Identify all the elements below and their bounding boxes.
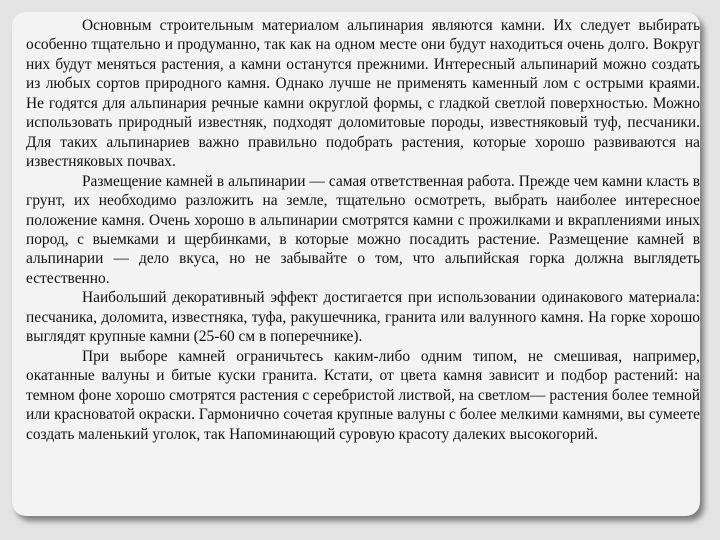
paragraph-1: Основным строительным материалом альпинария являются камни. Их следует выбирать особенно тщательно и продуманно, так как на одном месте они будут находиться очень долго. Вокруг них будут меняться растения, а камни останутся прежними. Интересный альпинарий можно создать из любых сортов природного камня. Однако лучше не применять каменный лом с острыми краями. Не годятся для альпинария речные камни округлой формы, с гладкой светлой поверхностью. Можно использовать природный известняк, подходят доломитовые породы, известняковый туф, песчаники. Для таких альпинариев важно правильно подобрать растения, которые хорошо развиваются на известняковых почвах.: [26, 17, 700, 171]
slide-page: [12, 12, 700, 516]
document-body: [26, 16, 700, 444]
paragraph-4: При выборе камней ограничьтесь каким-либо одним типом, не смешивая, например, окатанные валуны и битые куски гранита. Кстати, от цвета камня зависит и подбор растений: на темном фоне хорошо смотрятся растения с серебристой листвой, на светлом— растения более темной или красноватой окраски. Гармонично сочетая крупные валуны с более мелкими камнями, вы сумеете создать маленький уголок, так Напоминающий суровую красоту далеких высокогорий.: [26, 347, 700, 443]
paragraph-3: Наибольший декоративный эффект достигается при использовании одинакового материала: песчаника, доломита, известняка, туфа, ракушечника, гранита или валунного камня. На горке хорошо выглядят крупные камни (25-60 см в поперечнике).: [26, 289, 700, 346]
paragraph-2: Размещение камней в альпинарии — самая ответственная работа. Прежде чем камни класть в грунт, их необходимо разложить на земле, тщательно осмотреть, выбрать наиболее интересное положение камня. Очень хорошо в альпинарии смотрятся камни с прожилками и вкраплениями иных пород, с выемками и щербинками, в которые можно посадить растение. Размещение камней в альпинарии — дело вкуса, но не забывайте о том, что альпийская горка должна выглядеть естественно.: [26, 172, 700, 287]
